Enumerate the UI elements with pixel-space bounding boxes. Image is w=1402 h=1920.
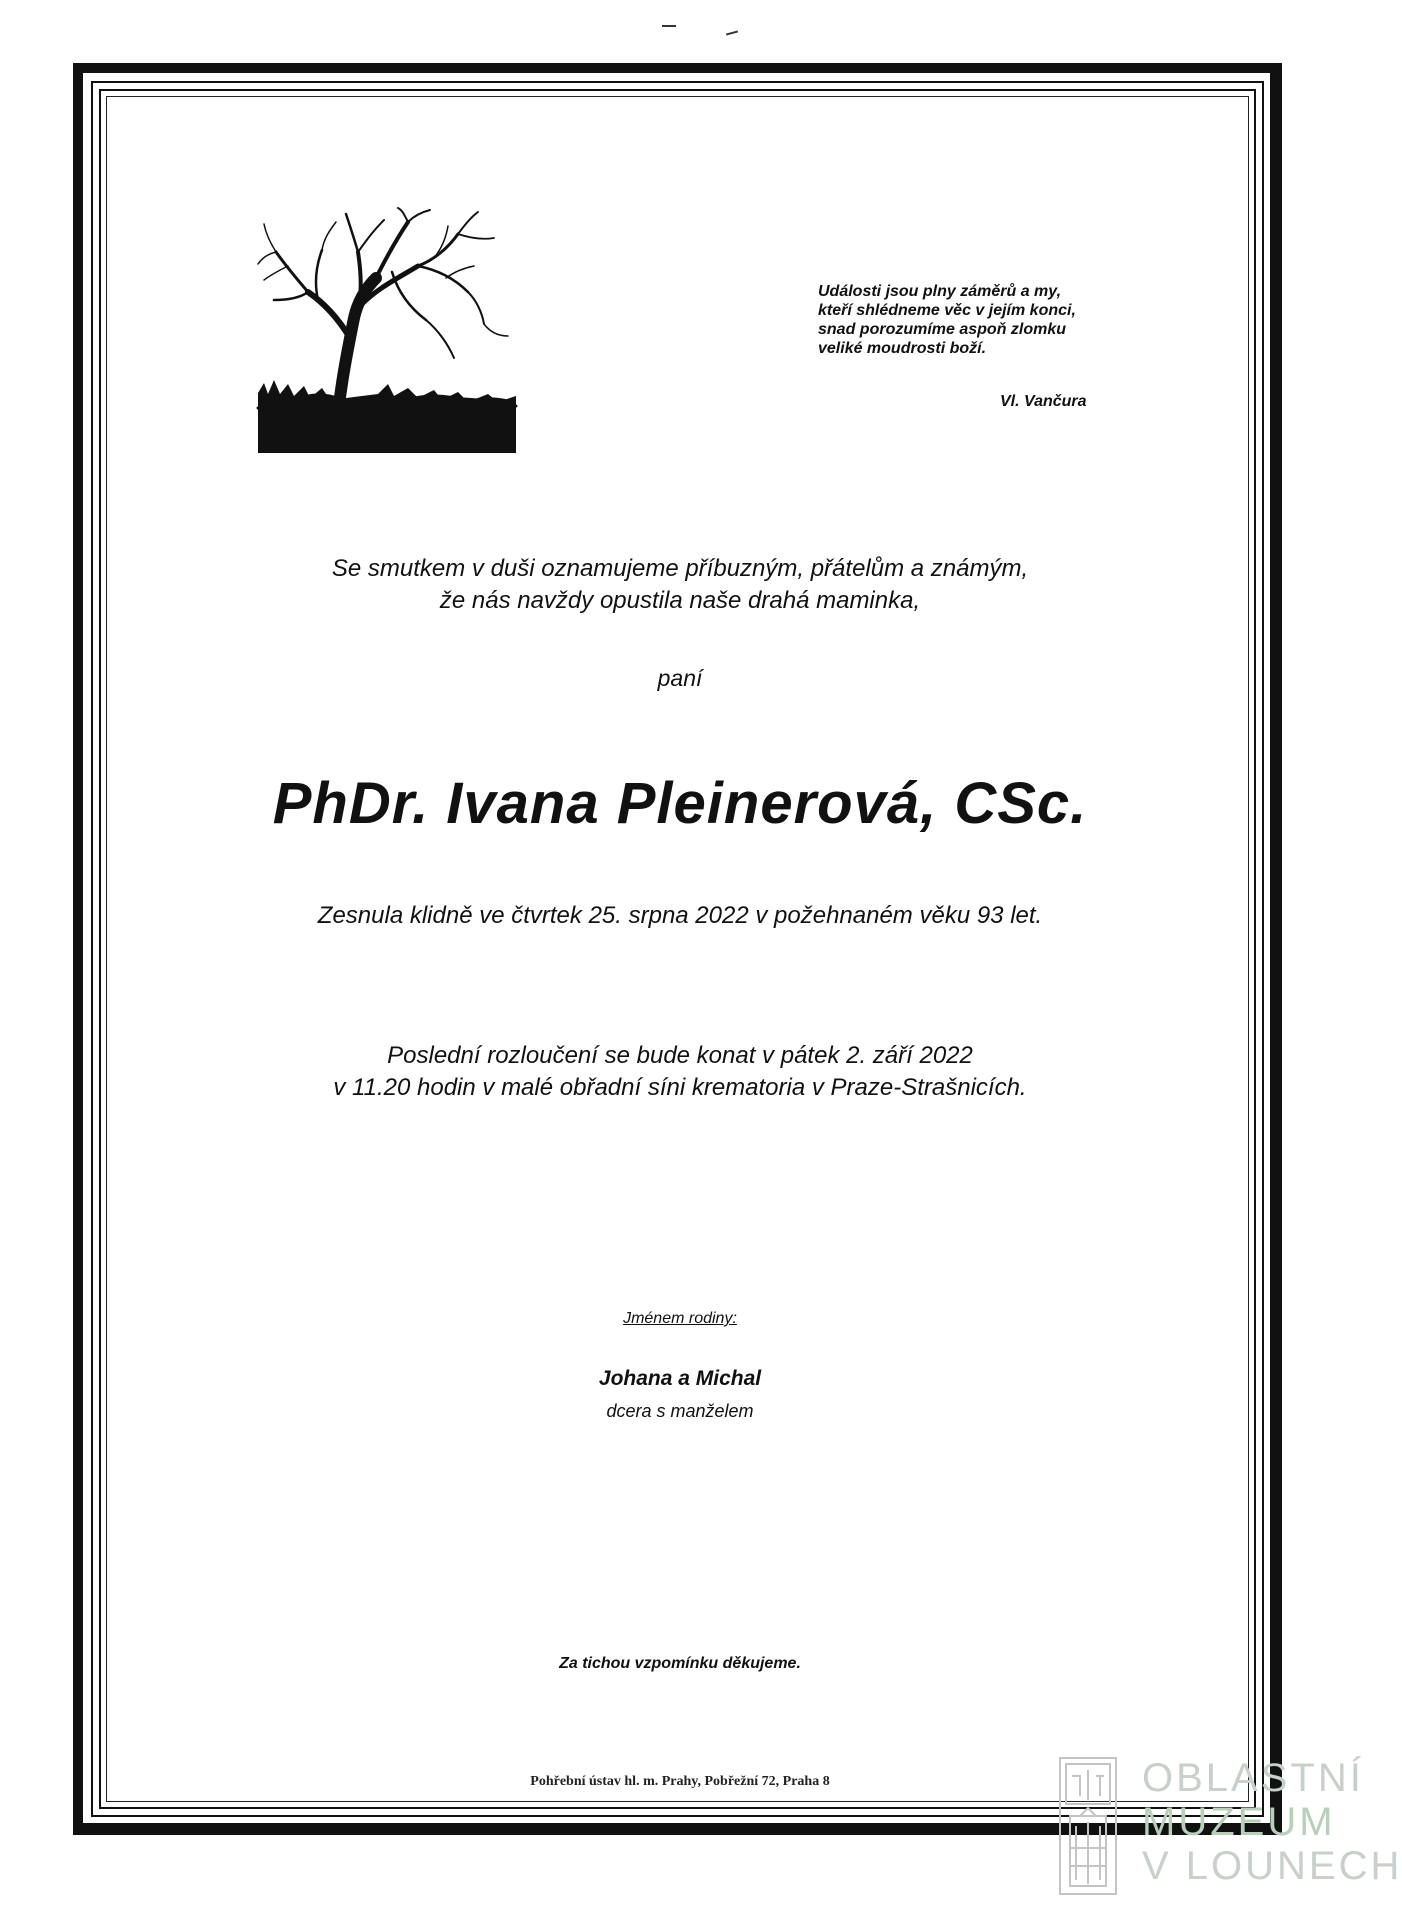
- scan-mark: [662, 25, 676, 27]
- museum-crest-icon: [1058, 1756, 1118, 1896]
- museum-name-line: MUZEUM: [1142, 1800, 1336, 1844]
- museum-name-line: V LOUNECH: [1142, 1844, 1402, 1888]
- tree-silhouette-image: [258, 208, 516, 453]
- museum-name: [1142, 1756, 1402, 1888]
- family-names: Johana a Michal: [598, 1367, 762, 1390]
- museum-watermark: [1058, 1756, 1402, 1896]
- farewell-info: [110, 1040, 1250, 1104]
- quote-line: kteří shlédneme věc v jejím konci,: [818, 302, 1076, 319]
- quote-block: [818, 282, 1178, 358]
- quote-line: Události jsou plny záměrů a my,: [818, 283, 1062, 300]
- family-label: Jménem rodiny:: [623, 1310, 737, 1327]
- intro-line: Se smutkem v duši oznamujeme příbuzným, přátelům a známým,: [331, 555, 1029, 582]
- closing-thanks: Za tichou vzpomínku děkujeme.: [559, 1655, 801, 1672]
- quote-author: Vl. Vančura: [1000, 393, 1087, 410]
- quote-line: snad porozumíme aspoň zlomku: [818, 321, 1067, 338]
- intro-line: že nás navždy opustila naše drahá maminka,: [439, 587, 921, 614]
- scan-mark: [726, 30, 738, 35]
- title-word: paní: [657, 665, 703, 691]
- announcement-intro: [110, 553, 1250, 617]
- farewell-line: v 11.20 hodin v malé obřadní síni krematoria v Praze-Strašnicích.: [333, 1074, 1027, 1101]
- museum-name-line: OBLASTNÍ: [1142, 1756, 1364, 1800]
- family-relation: dcera s manželem: [606, 1401, 754, 1421]
- quote-line: veliké moudrosti boží.: [818, 340, 987, 357]
- farewell-line: Poslední rozloučení se bude konat v pátek 2. září 2022: [387, 1042, 973, 1069]
- funeral-service-footer: Pohřební ústav hl. m. Prahy, Pobřežní 72, Praha 8: [530, 1774, 830, 1789]
- death-statement: Zesnula klidně ve čtvrtek 25. srpna 2022 v požehnaném věku 93 let.: [317, 902, 1043, 929]
- deceased-name: PhDr. Ivana Pleinerová, CSc.: [272, 771, 1088, 836]
